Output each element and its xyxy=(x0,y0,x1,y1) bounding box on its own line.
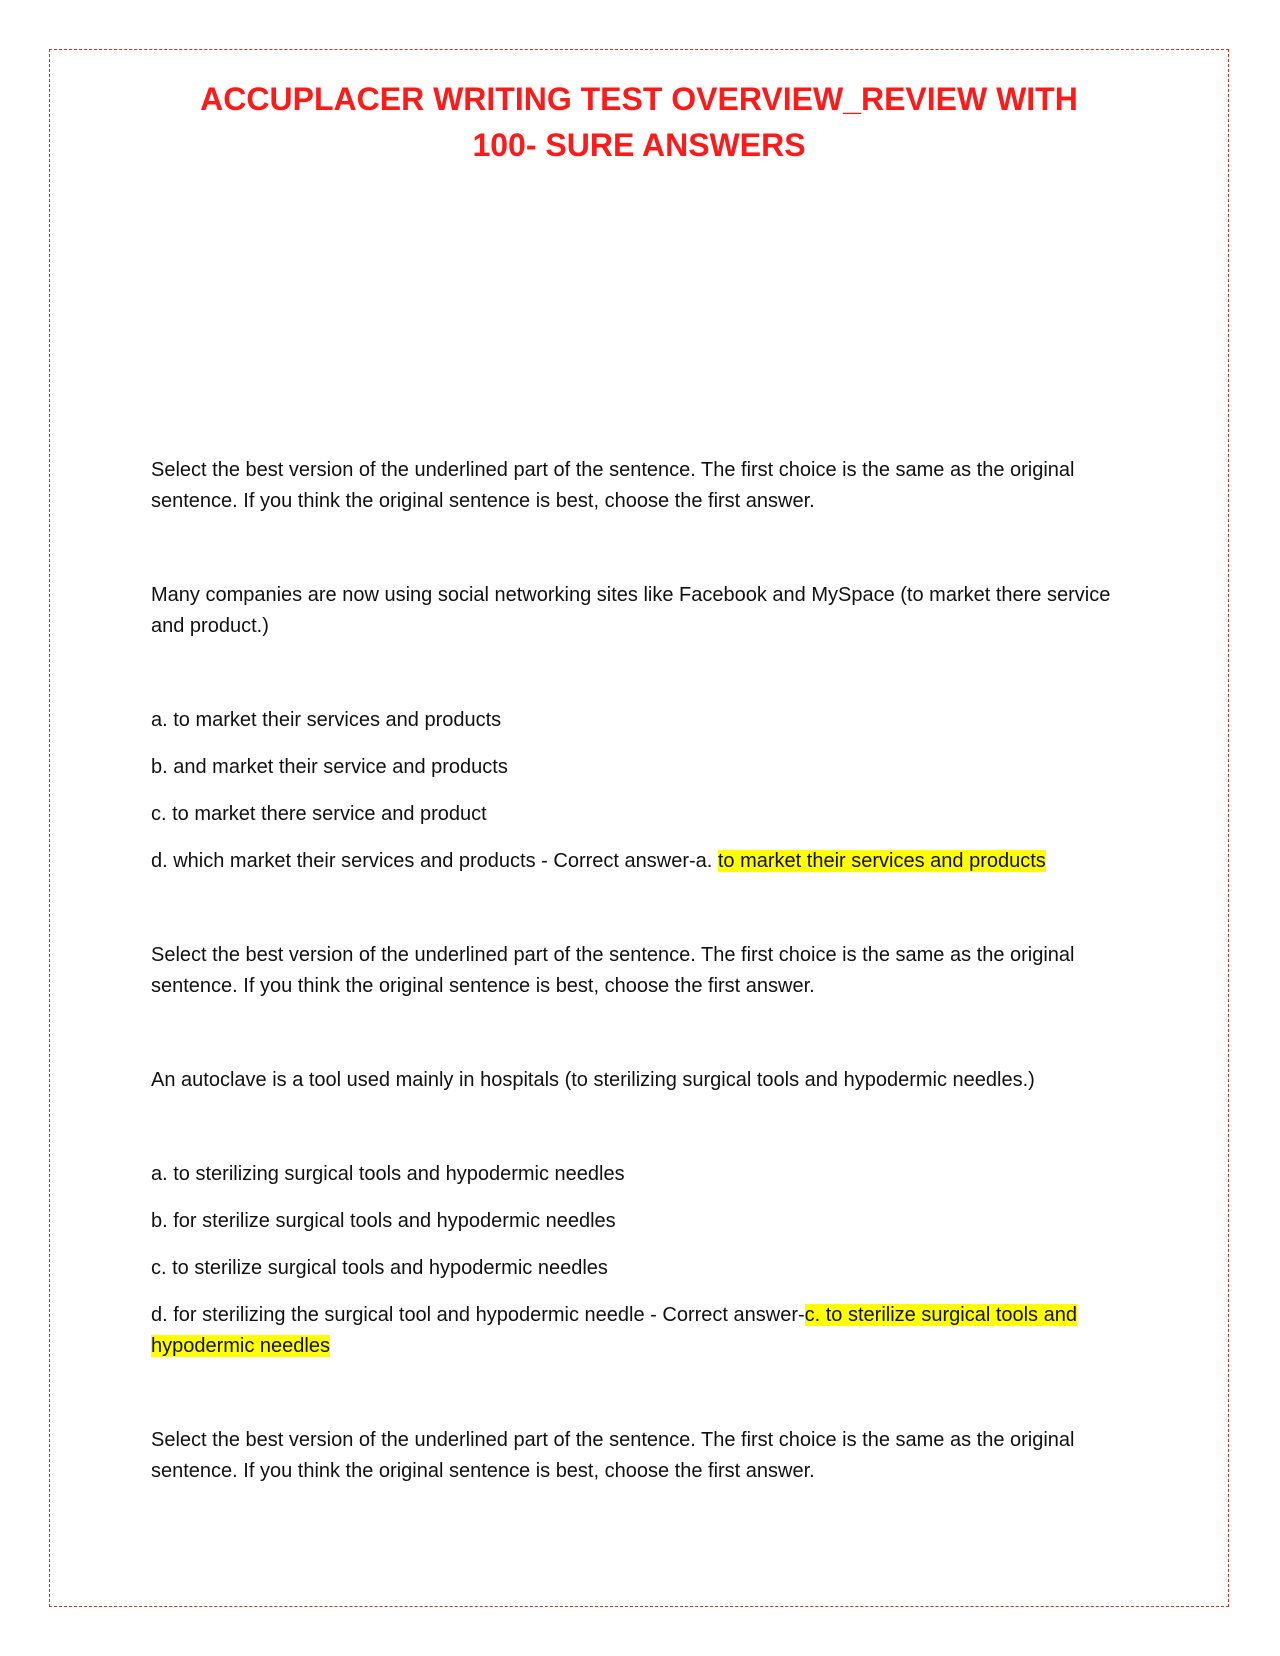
option-a: a. to market their services and products xyxy=(151,709,502,731)
option-b: b. and market their service and products xyxy=(151,756,508,778)
option-b: b. for sterilize surgical tools and hypodermic needles xyxy=(151,1210,616,1232)
document-title xyxy=(49,76,1229,168)
title-line-1: ACCUPLACER WRITING TEST OVERVIEW_REVIEW WITH xyxy=(200,81,1078,117)
option-d: d. which market their services and products - Correct answer-a. xyxy=(151,850,718,872)
correct-answer-highlight: c. to sterilize surgical tools and hypodermic needles xyxy=(151,1304,1077,1357)
correct-answer-highlight: to market their services and products xyxy=(717,850,1046,872)
option-d-with-answer xyxy=(151,846,1141,877)
option-d-with-answer xyxy=(151,1300,1141,1362)
question-sentence: Many companies are now using social networking sites like Facebook and MySpace (to market there service and product.) xyxy=(151,584,1111,637)
question-1 xyxy=(151,455,1141,877)
option-a: a. to sterilizing surgical tools and hypodermic needles xyxy=(151,1163,625,1185)
question-sentence: An autoclave is a tool used mainly in hospitals (to sterilizing surgical tools and hypodermic needles.) xyxy=(151,1069,1035,1091)
question-instructions: Select the best version of the underlined part of the sentence. The first choice is the same as the original sentence. If you think the original sentence is best, choose the first answer. xyxy=(151,1429,1075,1482)
title-line-2: 100- SURE ANSWERS xyxy=(472,127,806,163)
question-instructions: Select the best version of the underlined part of the sentence. The first choice is the same as the original sentence. If you think the original sentence is best, choose the first answer. xyxy=(151,459,1075,512)
question-instructions: Select the best version of the underlined part of the sentence. The first choice is the same as the original sentence. If you think the original sentence is best, choose the first answer. xyxy=(151,944,1075,997)
option-d: d. for sterilizing the surgical tool and hypodermic needle - Correct answer- xyxy=(151,1304,805,1326)
question-3 xyxy=(151,1425,1141,1487)
option-c: c. to sterilize surgical tools and hypodermic needles xyxy=(151,1257,608,1279)
document-body xyxy=(151,455,1141,1487)
option-c: c. to market there service and product xyxy=(151,803,487,825)
question-2 xyxy=(151,940,1141,1362)
